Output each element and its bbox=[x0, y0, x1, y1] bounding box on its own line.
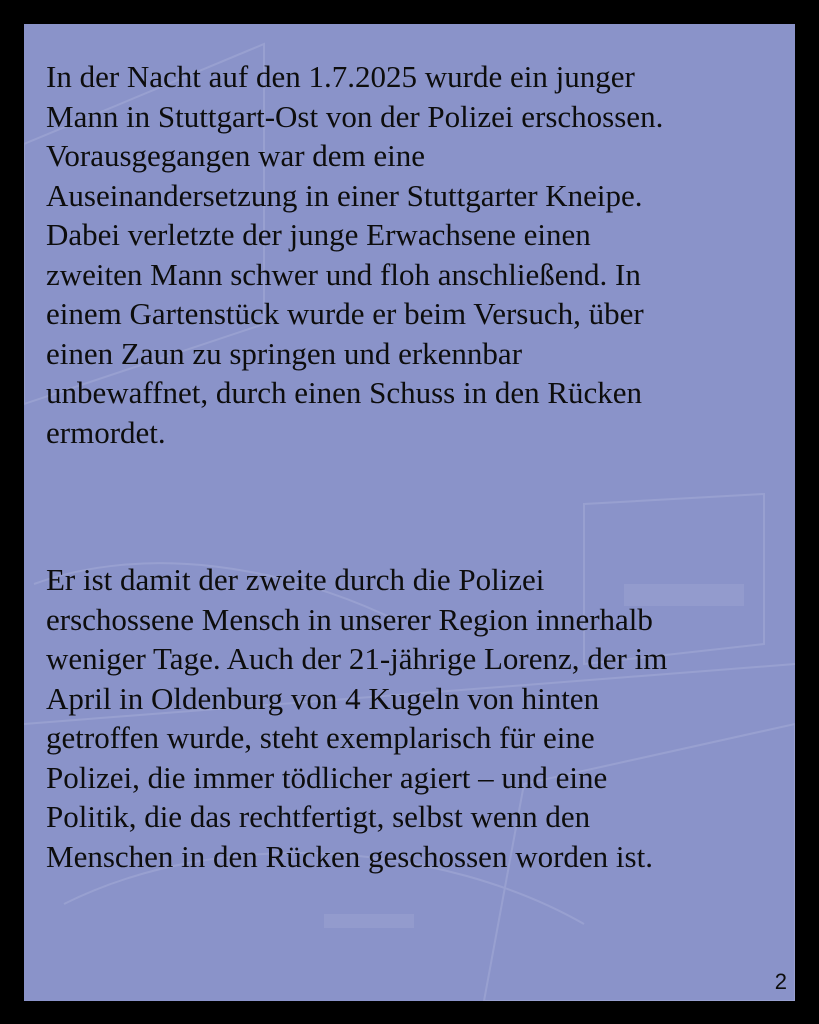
paragraph-2-line: Menschen in den Rücken geschossen worden ist. bbox=[46, 838, 653, 874]
paragraph-1-line: Auseinandersetzung in einer Stuttgarter Kneipe. bbox=[46, 177, 643, 213]
page-number: 2 bbox=[774, 969, 787, 994]
paragraph-2-line: erschossene Mensch in unserer Region innerhalb bbox=[46, 601, 653, 637]
paragraph-1-line: In der Nacht auf den 1.7.2025 wurde ein junger bbox=[46, 59, 635, 94]
paragraph-1 bbox=[46, 57, 781, 452]
paragraph-1-line: einem Gartenstück wurde er beim Versuch, über bbox=[46, 296, 644, 331]
paragraph-2-line: Er ist damit der zweite durch die Polizei bbox=[46, 562, 545, 597]
paragraph-2-line: getroffen wurde, steht exemplarisch für eine bbox=[46, 720, 595, 755]
text-panel bbox=[24, 24, 795, 1001]
paragraph-1-line: Mann in Stuttgart-Ost von der Polizei erschossen. bbox=[46, 98, 664, 134]
paragraph-2-line: weniger Tage. Auch der 21-jährige Lorenz, der im bbox=[46, 641, 668, 676]
paragraph-1-line: unbewaffnet, durch einen Schuss in den Rücken bbox=[46, 375, 643, 410]
paragraph-2-line: April in Oldenburg von 4 Kugeln von hinten bbox=[46, 680, 600, 716]
paragraph-1-line: ermordet. bbox=[46, 414, 166, 450]
paragraph-2 bbox=[46, 560, 781, 876]
paragraph-2-line: Polizei, die immer tödlicher agiert – und eine bbox=[46, 759, 608, 795]
paragraph-1-line: Dabei verletzte der junge Erwachsene einen bbox=[46, 217, 591, 252]
paragraph-2-line: Politik, die das rechtfertigt, selbst wenn den bbox=[46, 799, 591, 834]
paragraph-1-line: einen Zaun zu springen und erkennbar bbox=[46, 335, 523, 371]
paragraph-1-line: Vorausgegangen war dem eine bbox=[46, 138, 426, 173]
paragraph-1-line: zweiten Mann schwer und floh anschließend. In bbox=[46, 256, 641, 292]
